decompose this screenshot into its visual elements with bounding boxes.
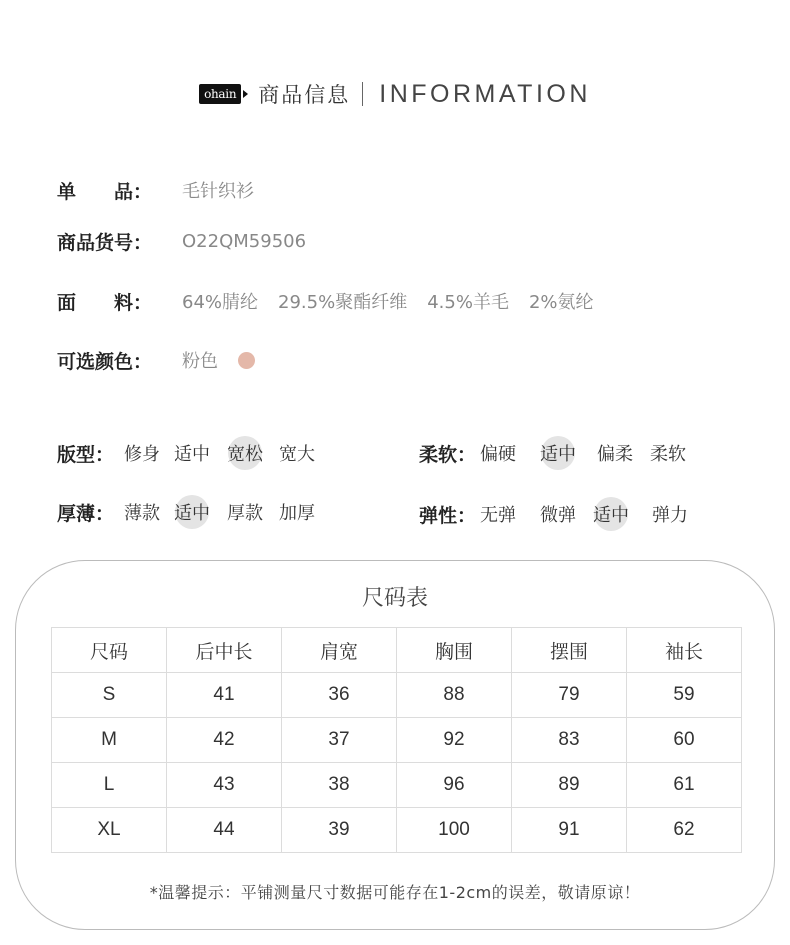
table-cell: 79 bbox=[512, 673, 627, 718]
elasticity-option-selected: 适中 bbox=[593, 501, 629, 527]
attr-thickness-row bbox=[57, 495, 315, 529]
info-item-value: 毛针织衫 bbox=[182, 181, 255, 202]
fit-option: 修身 bbox=[124, 444, 161, 465]
table-row bbox=[52, 673, 742, 718]
size-chart-title: 尺码表 bbox=[361, 586, 428, 611]
info-color-value: 粉色 bbox=[182, 351, 219, 372]
brand-logo: ohain bbox=[199, 84, 241, 104]
info-fabric-label: 面 料： bbox=[57, 291, 153, 314]
table-cell: 38 bbox=[282, 763, 397, 808]
table-row bbox=[52, 763, 742, 808]
fit-option: 宽大 bbox=[279, 444, 316, 465]
thickness-option-selected: 适中 bbox=[174, 499, 210, 525]
info-sku-value: O22QM59506 bbox=[182, 230, 307, 252]
thickness-option: 厚款 bbox=[227, 503, 264, 524]
info-item-label: 单 品： bbox=[57, 180, 153, 203]
fit-option-selected: 宽松 bbox=[227, 440, 263, 466]
info-sku-label: 商品货号： bbox=[57, 231, 153, 254]
table-cell: 62 bbox=[627, 808, 742, 853]
attr-elasticity-row bbox=[419, 497, 688, 531]
info-fabric-row bbox=[57, 286, 614, 316]
table-cell: 59 bbox=[627, 673, 742, 718]
table-header-cell: 胸围 bbox=[397, 628, 512, 673]
softness-option: 偏硬 bbox=[480, 444, 517, 465]
thickness-option: 加厚 bbox=[279, 503, 316, 524]
attr-fit-label: 版型： bbox=[57, 443, 115, 466]
table-cell: 37 bbox=[282, 718, 397, 763]
table-header-row bbox=[52, 628, 742, 673]
fabric-part: 4.5%羊毛 bbox=[427, 292, 509, 313]
attr-softness-row bbox=[419, 436, 686, 470]
thickness-option: 薄款 bbox=[124, 503, 161, 524]
table-cell: 43 bbox=[167, 763, 282, 808]
header-title-cn: 商品信息 bbox=[258, 83, 351, 107]
table-header-cell: 后中长 bbox=[167, 628, 282, 673]
table-cell: 89 bbox=[512, 763, 627, 808]
table-header-cell: 摆围 bbox=[512, 628, 627, 673]
fabric-part: 29.5%聚酯纤维 bbox=[278, 292, 408, 313]
attr-fit-row bbox=[57, 436, 315, 470]
info-sku-row bbox=[57, 226, 306, 256]
table-cell: 39 bbox=[282, 808, 397, 853]
table-cell: 44 bbox=[167, 808, 282, 853]
table-cell: 92 bbox=[397, 718, 512, 763]
info-item-row bbox=[57, 175, 254, 205]
elasticity-option: 弹力 bbox=[652, 505, 689, 526]
size-chart-note: *温馨提示：平铺测量尺寸数据可能存在1-2cm的误差，敬请原谅！ bbox=[149, 883, 641, 902]
softness-option-selected: 适中 bbox=[540, 440, 576, 466]
info-fabric-value bbox=[182, 288, 614, 314]
table-cell: 100 bbox=[397, 808, 512, 853]
table-cell: L bbox=[52, 763, 167, 808]
info-color-row bbox=[57, 345, 255, 375]
table-cell: 61 bbox=[627, 763, 742, 808]
table-header-cell: 肩宽 bbox=[282, 628, 397, 673]
table-row bbox=[52, 718, 742, 763]
attr-thickness-label: 厚薄： bbox=[57, 502, 115, 525]
table-cell: 60 bbox=[627, 718, 742, 763]
header-title-en: INFORMATION bbox=[379, 79, 591, 108]
table-header-cell: 袖长 bbox=[627, 628, 742, 673]
section-header bbox=[0, 78, 790, 110]
attr-elasticity-label: 弹性： bbox=[419, 504, 477, 527]
header-divider bbox=[362, 82, 363, 106]
color-swatch[interactable] bbox=[238, 352, 255, 369]
info-color-label: 可选颜色： bbox=[57, 350, 153, 373]
table-cell: XL bbox=[52, 808, 167, 853]
fit-option: 适中 bbox=[174, 444, 211, 465]
logo-arrow-icon bbox=[243, 90, 248, 98]
size-table bbox=[51, 627, 742, 853]
table-cell: 42 bbox=[167, 718, 282, 763]
fabric-part: 2%氨纶 bbox=[528, 292, 594, 313]
fabric-part: 64%腈纶 bbox=[182, 292, 259, 313]
table-row bbox=[52, 808, 742, 853]
table-cell: 88 bbox=[397, 673, 512, 718]
table-header-cell: 尺码 bbox=[52, 628, 167, 673]
table-cell: 91 bbox=[512, 808, 627, 853]
table-cell: 83 bbox=[512, 718, 627, 763]
table-cell: 41 bbox=[167, 673, 282, 718]
elasticity-option: 无弹 bbox=[480, 505, 517, 526]
table-cell: S bbox=[52, 673, 167, 718]
elasticity-option: 微弹 bbox=[540, 505, 577, 526]
softness-option: 柔软 bbox=[650, 444, 687, 465]
table-cell: M bbox=[52, 718, 167, 763]
table-cell: 96 bbox=[397, 763, 512, 808]
table-cell: 36 bbox=[282, 673, 397, 718]
attr-softness-label: 柔软： bbox=[419, 443, 477, 466]
softness-option: 偏柔 bbox=[597, 444, 634, 465]
